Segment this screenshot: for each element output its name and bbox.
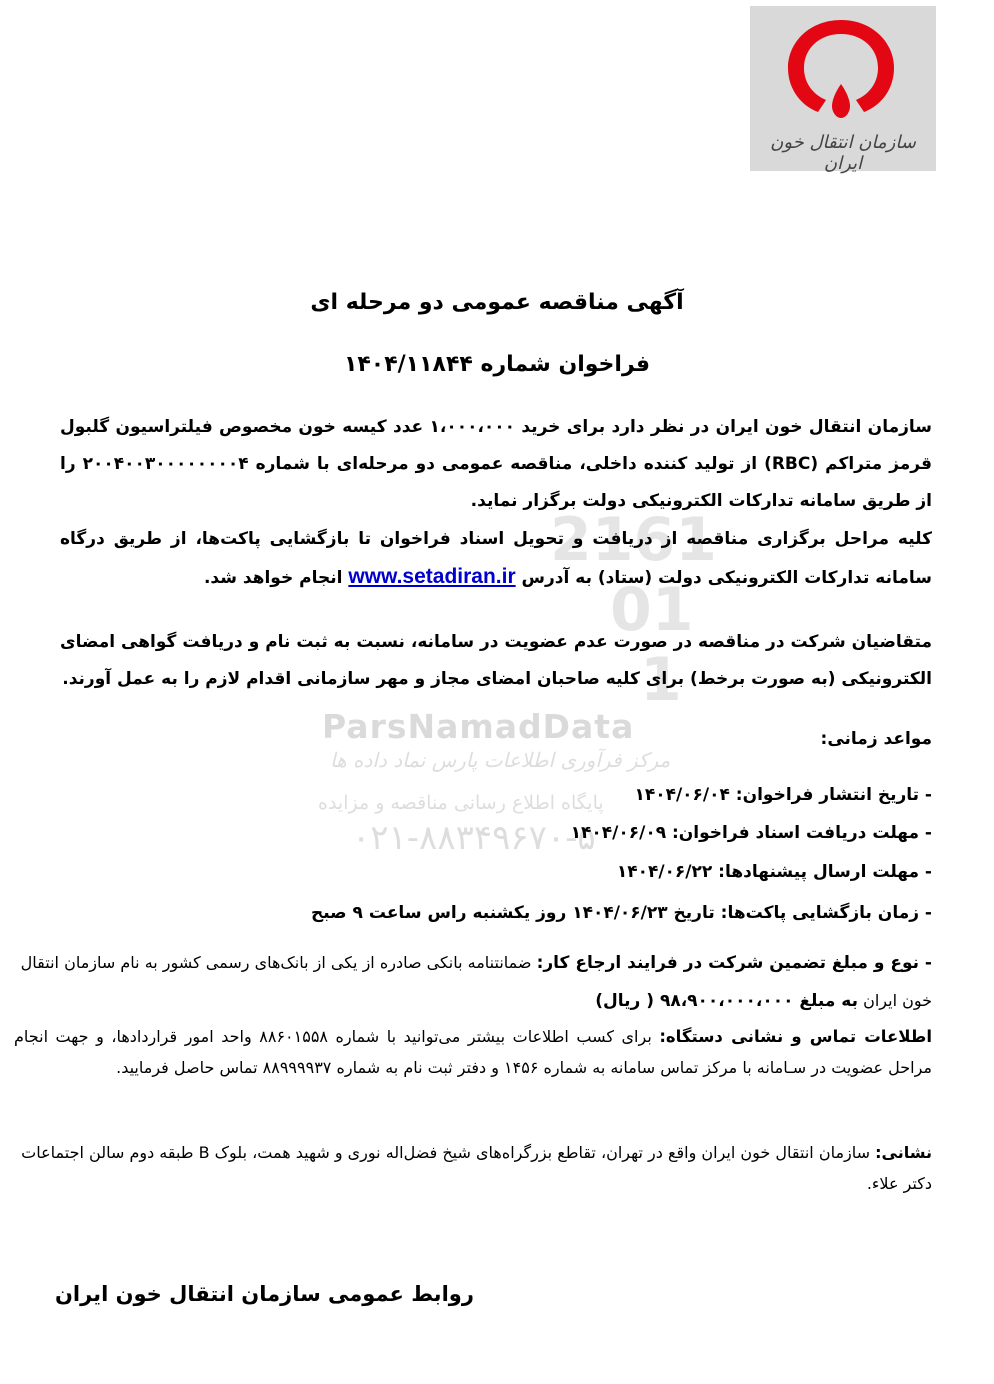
deadline-item: - مهلت ارسال پیشنهادها: ۱۴۰۴/۰۶/۲۲ — [616, 862, 932, 882]
watermark-brand: ParsNamadData — [322, 707, 635, 746]
logo-org-name: سازمان انتقال خون ایران — [770, 132, 916, 174]
svg-text:01: 01 — [610, 575, 694, 645]
setadiran-link[interactable]: www.setadiran.ir — [348, 565, 516, 588]
svg-text:2161: 2161 — [550, 505, 717, 575]
registration-paragraph: متقاضیان شرکت در مناقصه در صورت عدم عضویت در سامانه، نسبت به ثبت نام و دریافت گواهی امضای الکترونیکی (به صورت برخط) برای کلیه صاحبان امضای مجاز و مهر سازمانی اقدام لازم را به عمل آورند. — [60, 632, 932, 689]
deadline-item: - تاریخ انتشار فراخوان: ۱۴۰۴/۰۶/۰۴ — [634, 785, 932, 805]
address-section — [14, 1137, 932, 1199]
watermark-line-1: مرکز فرآوری اطلاعات پارس نماد داده ها — [330, 748, 671, 772]
procedure-text-start: کلیه مراحل برگزاری مناقصه از دریافت و تحویل اسناد فراخوان تا بازگشایی پاکت‌ها، از طریق درگاه سامانه تدارکات الکترونیکی دولت (ستاد) به آدرس — [60, 529, 932, 588]
notice-title: آگهی مناقصه عمومی دو مرحله ای — [310, 290, 684, 315]
guarantee-amount: به مبلغ ۹۸،۹۰۰،۰۰۰،۰۰۰ ( ریال) — [595, 991, 858, 1011]
deadline-item: - زمان بازگشایی پاکت‌ها: تاریخ ۱۴۰۴/۰۶/۲۳ روز یکشنبه راس ساعت ۹ صبح — [310, 903, 932, 923]
procedure-text-end: انجام خواهد شد. — [203, 568, 349, 588]
call-number: فراخوان شماره ۱۴۰۴/۱۱۸۴۴ — [343, 352, 651, 377]
deadlines-heading: مواعد زمانی: — [820, 729, 932, 749]
watermark-phone: ۰۲۱-۸۸۳۴۹۶۷۰-۵ — [352, 818, 596, 858]
procedure-paragraph — [60, 521, 932, 597]
blood-drop-ring-icon — [782, 14, 900, 126]
signature: روابط عمومی سازمان انتقال خون ایران — [55, 1282, 474, 1306]
guarantee-text: ضمانتنامه بانکی صادره از یکی از بانک‌های رسمی کشور به نام سازمان انتقال خون ایران — [20, 953, 932, 1010]
svg-text:1: 1 — [640, 645, 682, 715]
guarantee-label: - نوع و مبلغ تضمین شرکت در فرایند ارجاع کار: — [536, 953, 932, 973]
contact-section — [14, 1021, 932, 1083]
contact-text: برای کسب اطلاعات بیشتر می‌توانید با شماره ۸۸۶۰۱۵۵۸ واحد امور قراردادها، و جهت انجام مراحل عضویت در سـامانه با مرکز تماس سامانه به شماره ۱۴۵۶ و دفتر ثبت نام به شماره ۸۸۹۹۹۹۳۷ تماس حاصل فرمایید. — [14, 1027, 932, 1077]
contact-label: اطلاعات تماس و نشانی دستگاه: — [659, 1027, 933, 1046]
organization-logo — [750, 6, 936, 174]
address-label: نشانی: — [875, 1143, 932, 1162]
watermark-line-2: پایگاه اطلاع رسانی مناقصه و مزایده — [318, 792, 604, 814]
guarantee-section — [10, 944, 932, 1020]
address-text: سازمان انتقال خون ایران واقع در تهران، تقاطع بزرگراه‌های شیخ فضل‌اله نوری و شهید همت، بلوک B طبقه دوم سالن اجتماعات دکتر علاء. — [21, 1143, 932, 1193]
intro-paragraph: سازمان انتقال خون ایران در نظر دارد برای خرید ۱،۰۰۰،۰۰۰ عدد کیسه خون مخصوص فیلتراسیون گلبول قرمز متراکم (RBC) از تولید کننده داخلی، مناقصه عمومی دو مرحله‌ای با شماره ۲۰۰۴۰۰۳۰۰۰۰۰۰۰۰۴ را از طریق سامانه تدارکات الکترونیکی دولت برگزار نماید. — [60, 417, 933, 511]
deadline-item: - مهلت دریافت اسناد فراخوان: ۱۴۰۴/۰۶/۰۹ — [570, 823, 932, 843]
